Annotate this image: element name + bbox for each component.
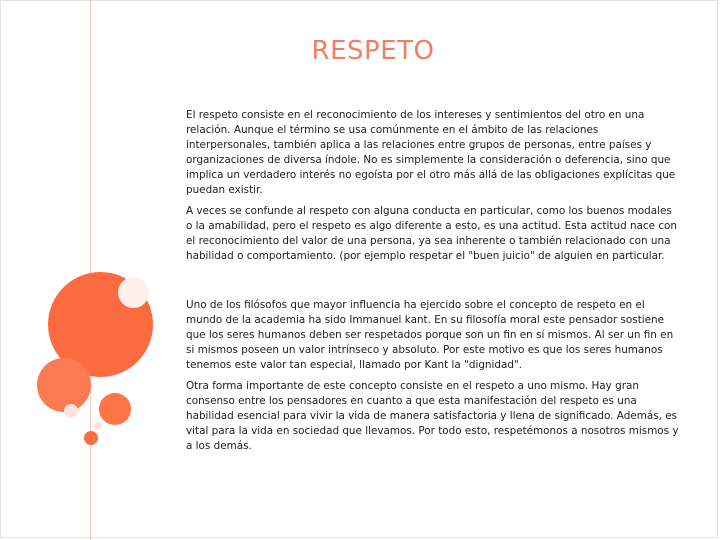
paragraph-confusion: A veces se confunde al respeto con alguna conducta en particular, como los buenos modales o la amabilidad, pero el respeto es algo diferente a esto, es una actitud. Esta actitud nace con el reconocimiento del valor de una persona, ya sea inherente o también relacionado con una habilidad o comportamiento. (por ejemplo respetar el "buen juicio" de alguien en particular.: [186, 205, 677, 262]
decorative-circle-tiny: [84, 431, 98, 445]
decorative-circle-small: [99, 393, 131, 425]
decorative-circle-pale-small: [64, 404, 78, 418]
decorative-circle-pale-tiny: [94, 422, 102, 430]
decorative-circle-medium: [37, 358, 91, 412]
decorative-circle-pale: [118, 277, 149, 308]
paragraph-definition: El respeto consiste en el reconocimiento de los intereses y sentimientos del otro en una relación. Aunque el término se usa comúnmente en el ámbito de las relaciones interpersonales, también aplica a las relaciones entre grupos de personas, entre países y organizaciones de diversa índole. No es simplemente la consideración o deferencia, sino que implica un verdadero interés no egoísta por el otro más allá de las obligaciones explícitas que puedan existir.: [186, 109, 676, 196]
slide-title: RESPETO: [311, 36, 435, 66]
slide-body: [186, 108, 680, 454]
paragraph-kant: Uno de los filósofos que mayor influencia ha ejercido sobre el concepto de respeto en el mundo de la academia ha sido Immanuel kant. En su filosofía moral este pensador sostiene que los seres humanos deben ser respetados porque son un fin en sí mismos. Al ser un fin en si mismos poseen un valor intrínseco y absoluto. Por este motivo es que los seres humanos tenemos este valor tan especial, llamado por Kant la "dignidad".: [186, 299, 674, 371]
decorative-vertical-line: [90, 0, 91, 540]
paragraph-self-respect: Otra forma importante de este concepto consiste en el respeto a uno mismo. Hay gran consenso entre los pensadores en cuanto a que esta manifestación del respeto es una habilidad esencial para vivir la vida de manera satisfactoria y llena de significado. Además, es vital para la vida en sociedad que llevamos. Por todo esto, respetémonos a nosotros mismos y a los demás.: [186, 380, 679, 452]
